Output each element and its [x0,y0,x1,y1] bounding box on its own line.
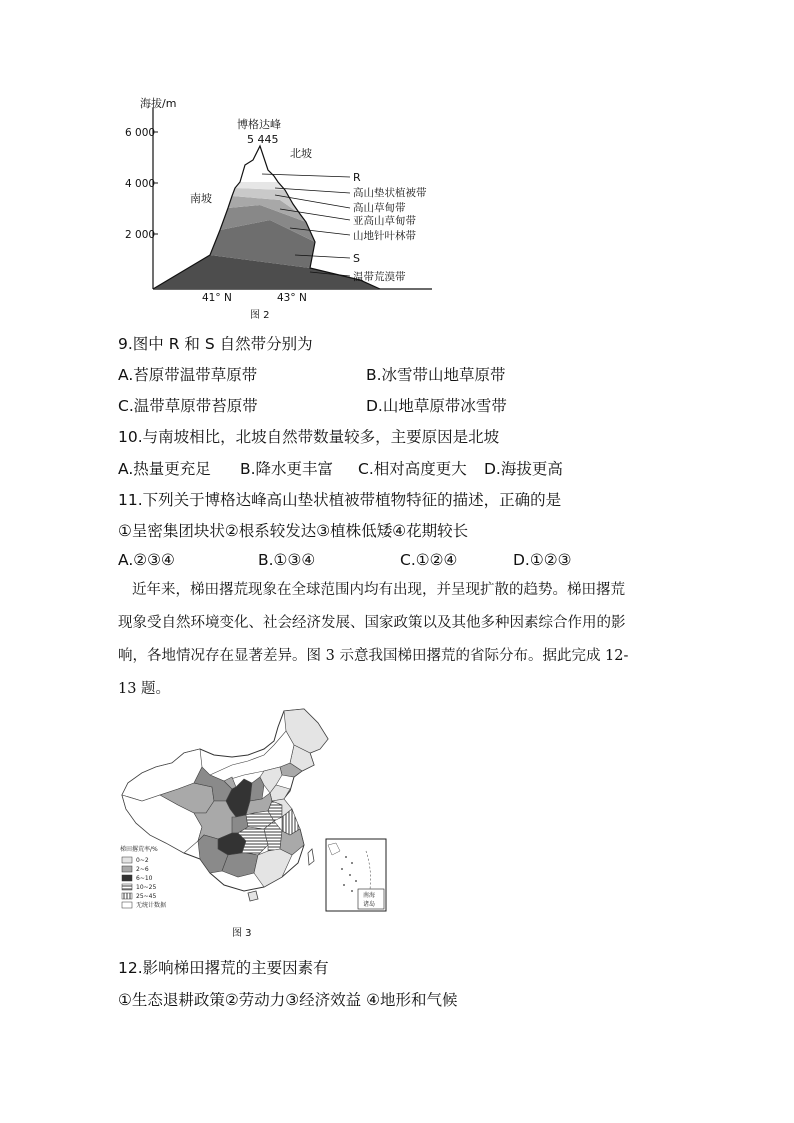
legend-label-0-2: 0~2 [136,857,149,864]
question-9-option-a: A.苔原带温带草原带 [118,366,258,384]
province-hainan [248,891,258,901]
inset-label-nanhai: 南海 [363,892,376,899]
leader-r [262,174,350,177]
question-12-items: ①生态退耕政策②劳动力③经济效益 ④地形和气候 [118,991,458,1009]
question-9-stem: 9.图中 R 和 S 自然带分别为 [118,335,313,353]
zone-label-s: S [353,252,360,265]
passage [118,574,678,706]
province-taiwan [308,849,314,865]
peak-elevation: 5 445 [247,133,279,146]
passage-line-3: 响，各地情况存在显著差异。图 3 示意我国梯田撂荒的省际分布。据此完成 12- [118,648,629,664]
question-11-option-c: C.①②④ [400,551,458,569]
question-11-option-b: B.①③④ [258,551,316,569]
legend-label-10-25: 10~25 [136,884,157,891]
question-9-option-d: D.山地草原带冰雪带 [366,397,507,415]
south-china-sea-inset [326,839,386,911]
figure-2-caption: 图 2 [250,310,270,321]
x-tick-41n: 41° N [202,292,232,304]
inset-label-zhudao: 诸岛 [363,901,376,908]
y-tick-label-6000: 6 000 [125,127,156,139]
province-guangdong [254,849,292,887]
question-10-option-d: D.海拔更高 [484,460,563,478]
question-10-option-b: B.降水更丰富 [240,460,334,478]
north-slope-label: 北坡 [290,147,312,160]
figure-2-mountain-profile [110,90,450,325]
legend-swatch-10-25 [122,884,132,890]
question-9-option-c: C.温带草原带苔原带 [118,397,258,415]
zone-label-subalpine: 亚高山草甸带 [353,215,416,227]
question-11-option-d: D.①②③ [513,551,572,569]
zone-label-r: R [353,171,361,184]
passage-line-1: 近年来，梯田撂荒现象在全球范围内均有出现，并呈现扩散的趋势。梯田撂荒 [132,582,625,598]
legend-label-25-45: 25~45 [136,893,157,900]
zone-label-cushion: 高山垫状植被带 [353,187,427,199]
legend-swatch-25-45 [122,893,132,899]
passage-line-4: 13 题。 [118,681,171,697]
figure-3-caption: 图 3 [232,928,252,939]
map-legend [120,845,166,909]
peak-name: 博格达峰 [237,118,281,131]
question-10-option-c: C.相对高度更大 [358,460,467,478]
legend-label-2-6: 2~6 [136,866,149,873]
question-9-option-b: B.冰雪带山地草原带 [366,366,506,384]
zone-label-alpine-meadow: 高山草甸带 [353,202,406,214]
figure-3-province-map [114,705,390,945]
legend-swatch-0-2 [122,857,132,863]
question-10-option-a: A.热量更充足 [118,460,211,478]
south-slope-label: 南坡 [190,192,212,205]
passage-line-2: 现象受自然环境变化、社会经济发展、国家政策以及其他多种因素综合作用的影 [118,615,626,631]
question-10-stem: 10.与南坡相比，北坡自然带数量较多，主要原因是北坡 [118,428,500,446]
question-11-items: ①呈密集团块状②根系较发达③植株低矮④花期较长 [118,522,469,540]
y-tick-label-2000: 2 000 [125,229,156,241]
question-11-option-a: A.②③④ [118,551,175,569]
zone-label-desert: 温带荒漠带 [353,271,406,283]
y-tick-label-4000: 4 000 [125,178,156,190]
y-axis-label: 海拔/m [140,97,177,110]
legend-title: 梯田撂荒率/% [120,846,158,853]
question-11-stem: 11.下列关于博格达峰高山垫状植被带植物特征的描述，正确的是 [118,491,562,509]
legend-label-no-data: 无统计数据 [136,902,167,909]
legend-swatch-no-data [122,902,132,908]
legend-label-6-10: 6~10 [136,875,153,882]
zone-label-coniferous: 山地针叶林带 [353,230,416,242]
x-tick-43n: 43° N [277,292,307,304]
question-12-stem: 12.影响梯田撂荒的主要因素有 [118,959,329,977]
legend-swatch-6-10 [122,875,132,881]
legend-swatch-2-6 [122,866,132,872]
